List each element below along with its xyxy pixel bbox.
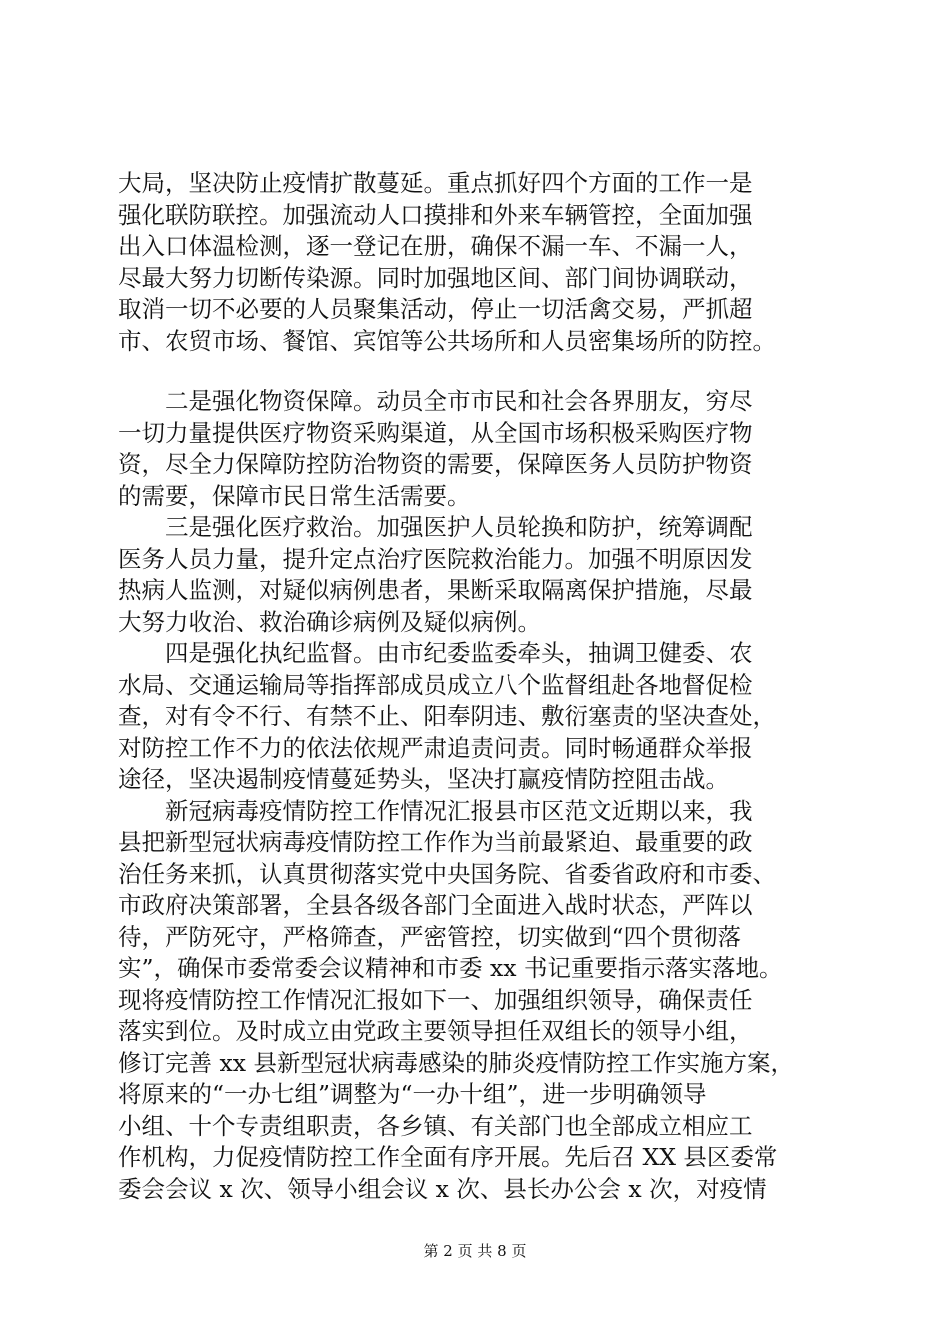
text-line: 的需要，保障市民日常生活需要。 [118, 481, 471, 510]
text-line: 实”，确保市委常委会议精神和市委 xx 书记重要指示落实落地。 [118, 954, 783, 982]
text-line: 待，严防死守，严格筛查，严密管控，切实做到“四个贯彻落 [118, 922, 742, 951]
text-line: 途径，坚决遏制疫情蔓延势头，坚决打赢疫情防控阻击战。 [118, 765, 729, 793]
text-line: 取消一切不必要的人员聚集活动，停止一切活禽交易，严抓超 [118, 295, 753, 323]
paragraph-gap [118, 357, 840, 386]
page-number-footer: 第 2 页 共 8 页 [423, 1242, 527, 1260]
text-line: 强化联防联控。加强流动人口摸排和外来车辆管控，全面加强 [118, 200, 753, 229]
text-line: 市、农贸市场、餐馆、宾馆等公共场所和人员密集场所的防控。 [118, 326, 776, 355]
text-line: 大局，坚决防止疫情扩散蔓延。重点抓好四个方面的工作一是 [118, 169, 753, 197]
text-line: 水局、交通运输局等指挥部成员成立八个监督组赴各地督促检 [118, 670, 753, 699]
text-line: 小组、十个专责组职责，各乡镇、有关部门也全部成立相应工 [118, 1111, 753, 1140]
text-line: 现将疫情防控工作情况汇报如下一、加强组织领导，确保责任 [118, 985, 753, 1014]
text-line: 资，尽全力保障防控防治物资的需要，保障医务人员防护物资 [118, 450, 753, 478]
text-line: 查，对有令不行、有禁不止、阳奉阴违、敷衍塞责的坚决查处， [118, 702, 776, 730]
text-line: 医务人员力量，提升定点治疗医院救治能力。加强不明原因发 [118, 544, 753, 573]
text-line: 委会会议 x 次、领导小组会议 x 次、县长办公会 x 次，对疫情 [118, 1174, 767, 1203]
text-line: 对防控工作不力的依法依规严肃追责问责。同时畅通群众举报 [118, 733, 753, 762]
text-line: 热病人监测，对疑似病例患者，果断采取隔离保护措施，尽最 [118, 576, 753, 604]
text-line: 四是强化执纪监督。由市纪委监委牵头，抽调卫健委、农 [118, 639, 753, 667]
text-line: 县把新型冠状病毒疫情防控工作作为当前最紧迫、最重要的政 [118, 828, 753, 856]
text-line: 一切力量提供医疗物资采购渠道，从全国市场积极采购医疗物 [118, 418, 753, 447]
text-line: 修订完善 xx 县新型冠状病毒感染的肺炎疫情防控工作实施方案， [118, 1048, 794, 1077]
text-line: 尽最大努力切断传染源。同时加强地区间、部门间协调联动， [118, 263, 753, 292]
text-line: 大努力收治、救治确诊病例及疑似病例。 [118, 607, 541, 636]
text-line: 新冠病毒疫情防控工作情况汇报县市区范文近期以来，我 [118, 796, 753, 825]
text-line: 将原来的“一办七组”调整为“一办十组”，进一步明确领导 [118, 1080, 707, 1108]
text-line: 落实到位。及时成立由党政主要领导担任双组长的领导小组， [118, 1017, 753, 1045]
text-line: 作机构，力促疫情防控工作全面有序开展。先后召 XX 县区委常 [118, 1143, 778, 1171]
text-line: 二是强化物资保障。动员全市市民和社会各界朋友，穷尽 [118, 387, 753, 415]
text-line: 治任务来抓，认真贯彻落实党中央国务院、省委省政府和市委、 [118, 859, 776, 888]
text-line: 三是强化医疗救治。加强医护人员轮换和防护，统筹调配 [118, 513, 753, 541]
document-body [118, 168, 840, 1205]
text-line: 出入口体温检测，逐一登记在册，确保不漏一车、不漏一人， [118, 232, 753, 260]
text-line: 市政府决策部署，全县各级各部门全面进入战时状态，严阵以 [118, 891, 753, 919]
